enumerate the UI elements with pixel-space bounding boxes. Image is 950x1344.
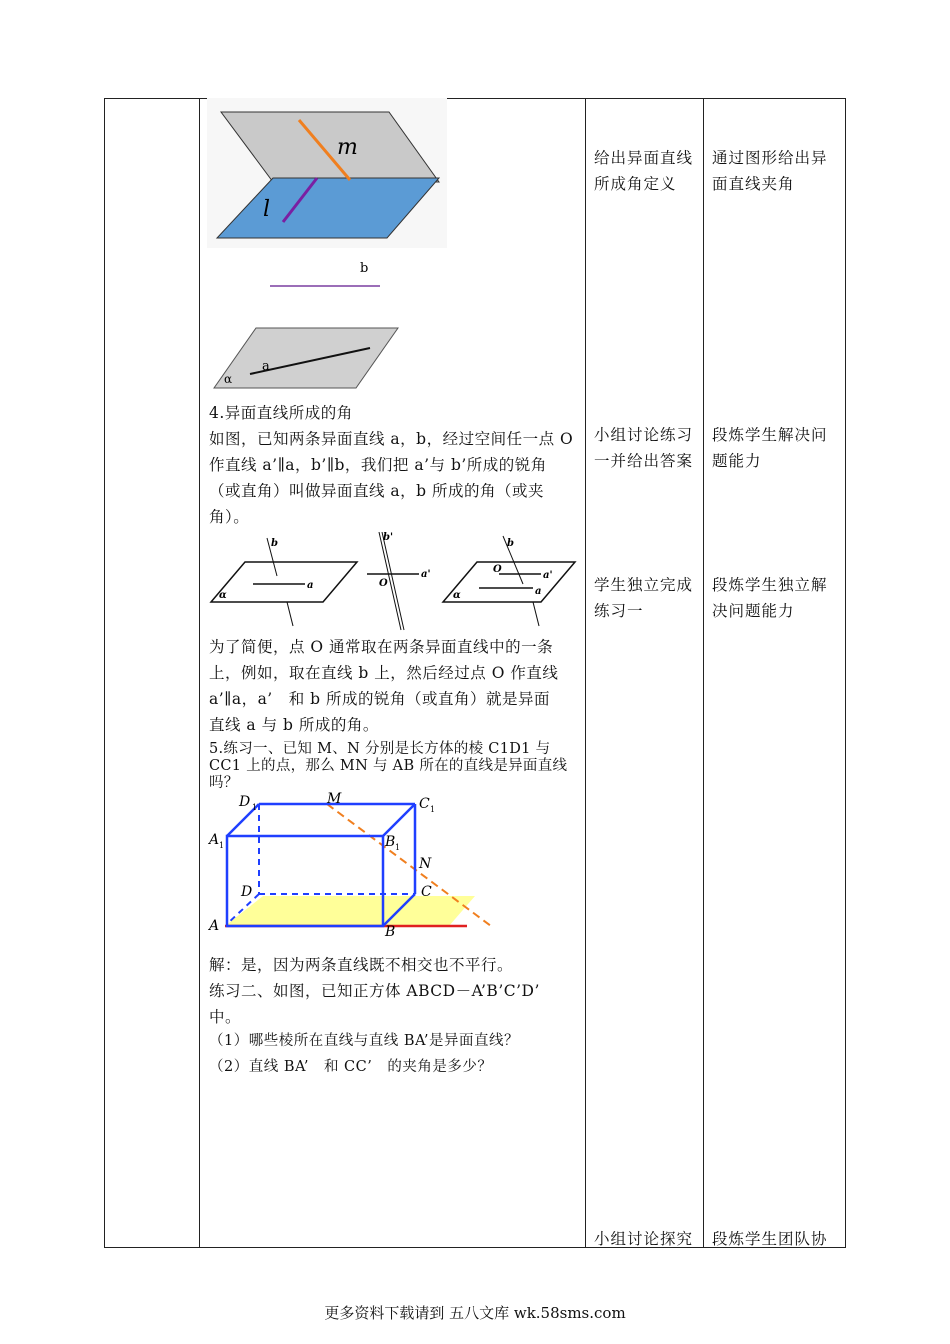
section-4-text: a’∥a，a’ 和 b 所成的锐角（或直角）就是异面 bbox=[209, 690, 551, 708]
exercise-2-question-2: （2）直线 BA’ 和 CC’ 的夹角是多少？ bbox=[209, 1059, 493, 1075]
svg-text:1: 1 bbox=[395, 843, 401, 852]
table-col-divider bbox=[585, 98, 586, 1248]
activity-note: 小组讨论练习 一并给出答案 bbox=[594, 426, 694, 470]
svg-text:C: C bbox=[419, 796, 430, 812]
svg-text:b: b bbox=[271, 538, 278, 549]
exercise-1-text: 5.练习一、已知 M、N 分别是长方体的棱 C1D1 与 bbox=[209, 741, 551, 757]
svg-text:D: D bbox=[241, 884, 253, 900]
exercise-2-question-1: （1）哪些棱所在直线与直线 BA’是异面直线？ bbox=[209, 1033, 519, 1049]
svg-text:M: M bbox=[327, 791, 342, 807]
svg-text:1: 1 bbox=[430, 805, 436, 814]
section-4-heading: 4.异面直线所成的角 bbox=[209, 404, 353, 422]
svg-text:1: 1 bbox=[252, 803, 258, 812]
purpose-note: 段炼学生团队协 bbox=[712, 1230, 828, 1248]
svg-text:a: a bbox=[307, 580, 314, 591]
two-planes-figure bbox=[207, 98, 447, 248]
purpose-note: 通过图形给出异 面直线夹角 bbox=[712, 149, 828, 193]
purpose-note: 段炼学生解决问 题能力 bbox=[712, 426, 828, 470]
svg-text:O: O bbox=[379, 578, 388, 589]
label-alpha: α bbox=[224, 372, 233, 386]
exercise-1-text: CC1 上的点，那么 MN 与 AB 所在的直线是异面直线 bbox=[209, 758, 568, 774]
line-b-figure bbox=[262, 256, 392, 292]
svg-text:A: A bbox=[209, 832, 220, 848]
section-4-text: 为了简便，点 O 通常取在两条异面直线中的一条 bbox=[209, 638, 554, 656]
plane-alpha-figure bbox=[210, 326, 402, 392]
table-col-divider bbox=[703, 98, 704, 1248]
label-b: b bbox=[360, 261, 369, 276]
section-4-text: 作直线 a’∥a，b’∥b，我们把 a’与 b’所成的锐角 bbox=[209, 456, 547, 474]
exercise-2-text: 中。 bbox=[209, 1008, 242, 1026]
table-col-divider bbox=[199, 98, 200, 1248]
svg-text:O: O bbox=[493, 564, 502, 575]
cuboid-figure bbox=[205, 790, 505, 940]
svg-text:C: C bbox=[421, 884, 432, 900]
svg-text:a': a' bbox=[543, 570, 553, 581]
svg-text:1: 1 bbox=[219, 841, 225, 850]
svg-text:N: N bbox=[419, 856, 432, 872]
svg-text:b: b bbox=[507, 538, 514, 549]
section-4-text: 上，例如，取在直线 b 上，然后经过点 O 作直线 bbox=[209, 664, 559, 682]
exercise-1-text: 吗？ bbox=[209, 775, 239, 791]
label-m: m bbox=[337, 135, 358, 160]
activity-note: 给出异面直线 所成角定义 bbox=[594, 149, 694, 193]
svg-text:α: α bbox=[219, 590, 227, 601]
svg-text:A: A bbox=[209, 918, 220, 934]
label-a: a bbox=[262, 359, 270, 374]
purpose-note: 段炼学生独立解 决问题能力 bbox=[712, 576, 828, 620]
footer-text: 更多资料下载请到 五八文库 wk.58sms.com bbox=[324, 1304, 626, 1322]
activity-note: 小组讨论探究 bbox=[594, 1230, 694, 1248]
svg-text:a: a bbox=[535, 586, 542, 597]
section-4-text: 直线 a 与 b 所成的角。 bbox=[209, 716, 379, 734]
activity-note: 学生独立完成 练习一 bbox=[594, 576, 694, 620]
svg-text:B: B bbox=[385, 834, 396, 850]
section-4-text: （或直角）叫做异面直线 a，b 所成的角（或夹 bbox=[209, 482, 545, 500]
exercise-2-text: 练习二、如图，已知正方体 ABCD－A’B’C’D’ bbox=[209, 982, 540, 1000]
svg-text:α: α bbox=[453, 590, 461, 601]
svg-text:B: B bbox=[385, 924, 396, 940]
svg-text:D: D bbox=[239, 794, 251, 810]
section-4-text: 角）。 bbox=[209, 508, 250, 526]
label-l: l bbox=[263, 197, 271, 222]
exercise-1-answer: 解：是，因为两条直线既不相交也不平行。 bbox=[209, 956, 514, 974]
svg-text:b': b' bbox=[383, 532, 394, 543]
section-4-text: 如图，已知两条异面直线 a，b，经过空间任一点 O bbox=[209, 430, 574, 448]
svg-text:a': a' bbox=[421, 569, 431, 580]
skew-angle-figure bbox=[207, 532, 579, 632]
